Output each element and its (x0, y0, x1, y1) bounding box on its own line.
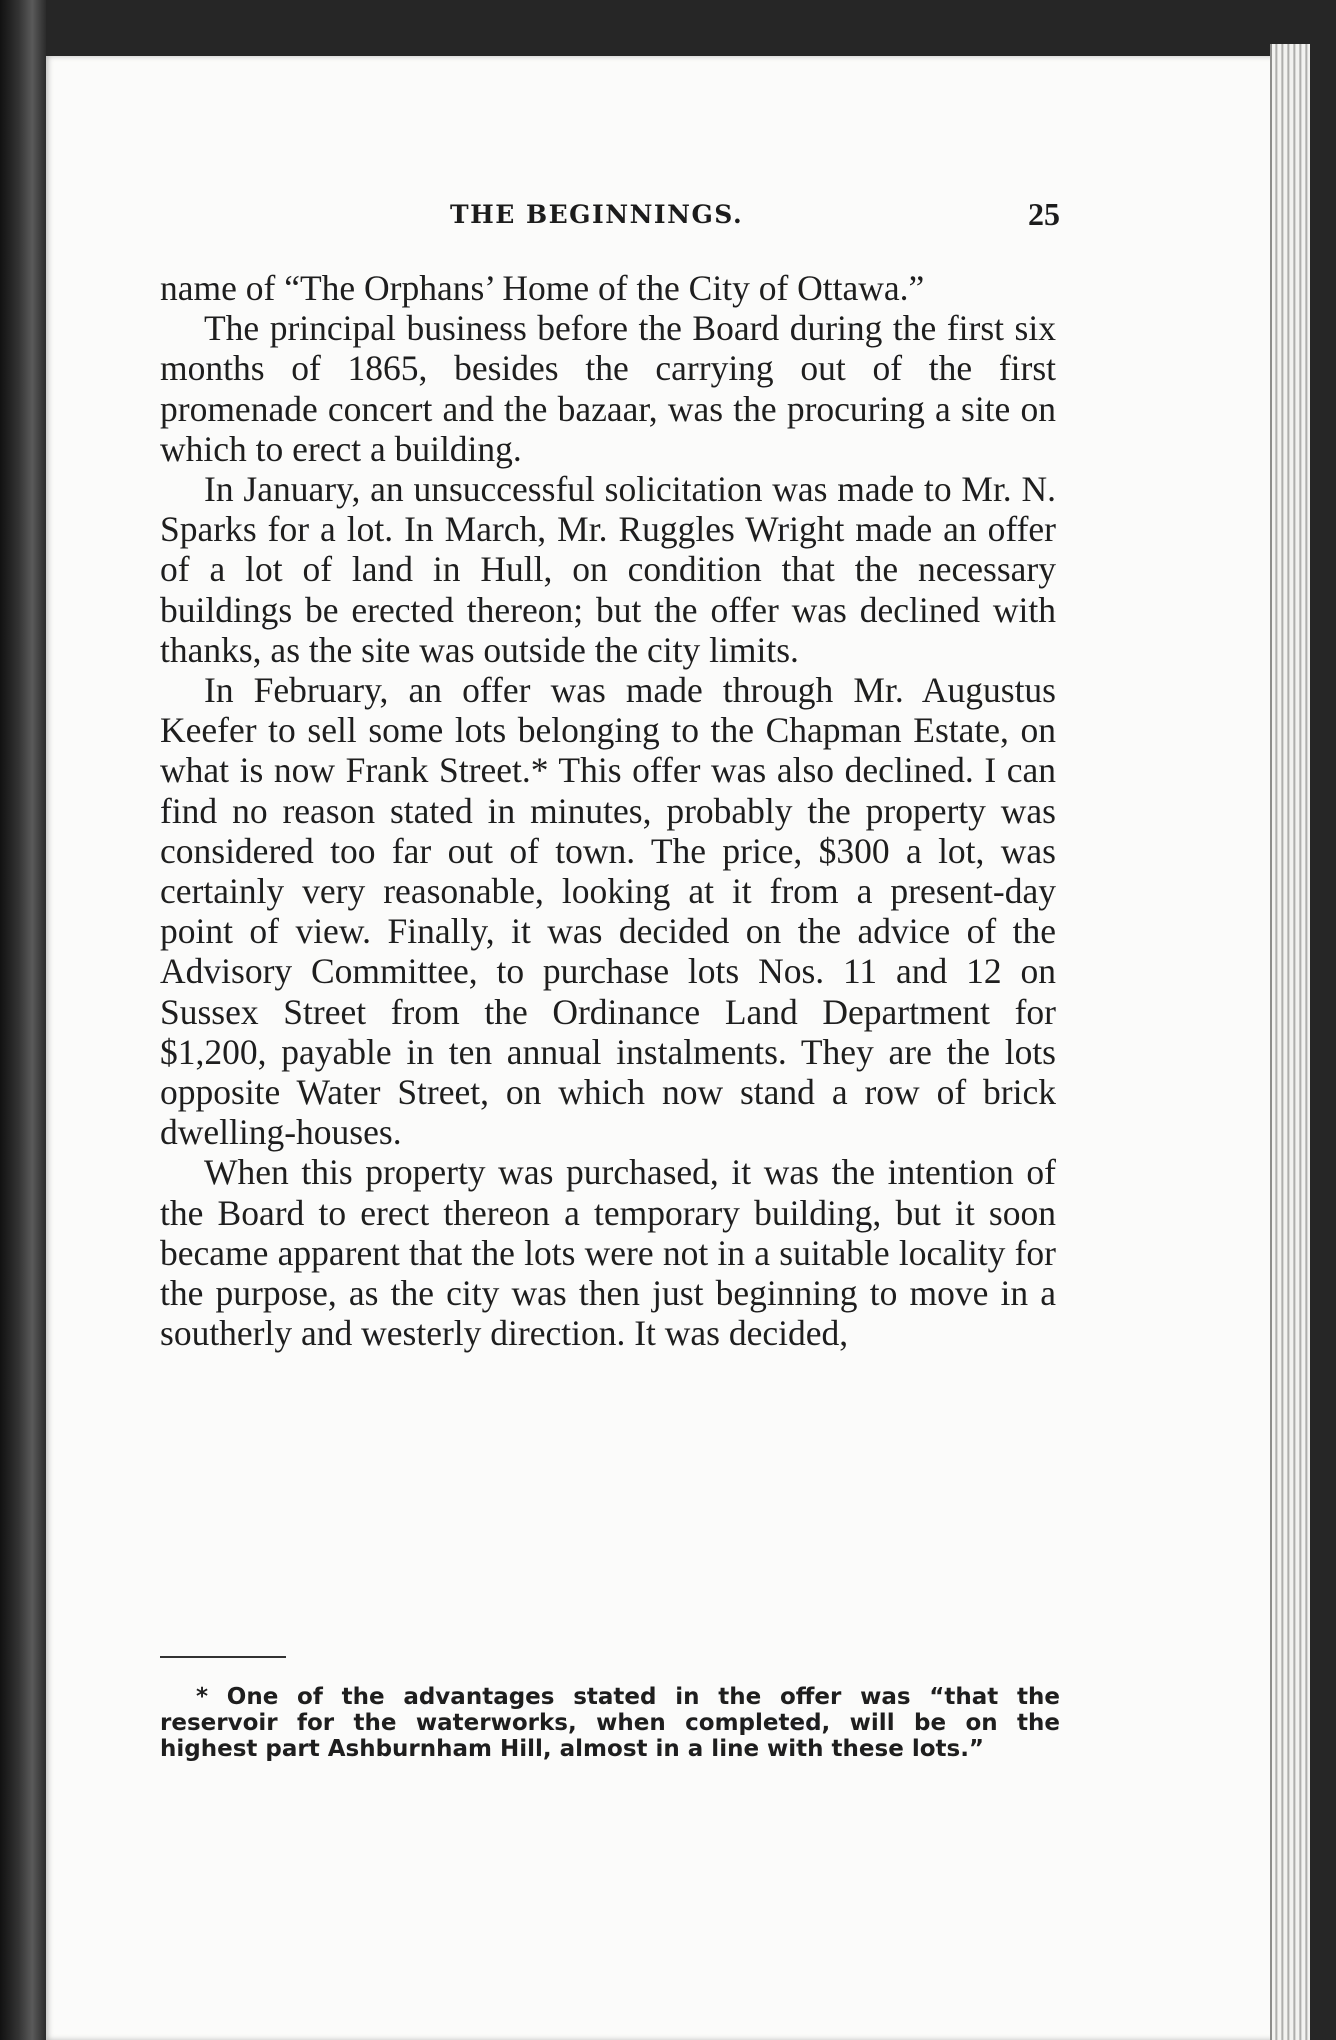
paragraph: name of “The Orphans’ Home of the City of Ottawa.” (160, 268, 925, 308)
paragraph: When this property was purchased, it was the intention of the Board to erect thereon a temporary building, but it soon became apparent that the lots were not in a suitable locality for the purpose, as the city was then just beginning to move in a southerly and westerly direction. It was decided, (160, 1152, 1056, 1354)
page-number: 25 (1028, 196, 1060, 232)
paragraph: The principal business before the Board during the first six months of 1865, besides the carrying out of the first promenade concert and the bazaar, was the procuring a site on which to erect a building. (160, 308, 1056, 469)
scan-background (1310, 0, 1336, 2040)
book-binding-edge (0, 0, 46, 2040)
chapter-title: THE BEGINNINGS. (450, 200, 744, 229)
paragraph: In January, an unsuccessful solicitation was made to Mr. N. Sparks for a lot. In March, Mr. Ruggles Wright made an offer of a lot of land in Hull, on condition that the necessary buildings be erected thereon; but the offer was declined with thanks, as the site was outside the city limits. (160, 469, 1056, 670)
footnote-divider (160, 1656, 286, 1658)
running-head (160, 196, 1060, 240)
paragraph: In February, an offer was made through Mr. Augustus Keefer to sell some lots belonging to the Chapman Estate, on what is now Frank Street.* This offer was also declined. I can find no reason stated in minutes, probably the property was considered too far out of town. The price, $300 a lot, was certainly very reasonable, looking at it from a present-day point of view. Finally, it was decided on the advice of the Advisory Committee, to purchase lots Nos. 11 and 12 on Sussex Street from the Ordinance Land Department for $1,200, payable in ten annual instalments. They are the lots opposite Water Street, on which now stand a row of brick dwelling-houses. (160, 670, 1056, 1153)
page-stack-edge (1270, 44, 1312, 2040)
body-text (160, 268, 1056, 1353)
footnote: * One of the advantages stated in the offer was “that the reservoir for the waterworks, when completed, will be on the highest part Ashburnham Hill, almost in a line with these lots.” (160, 1684, 1060, 1762)
